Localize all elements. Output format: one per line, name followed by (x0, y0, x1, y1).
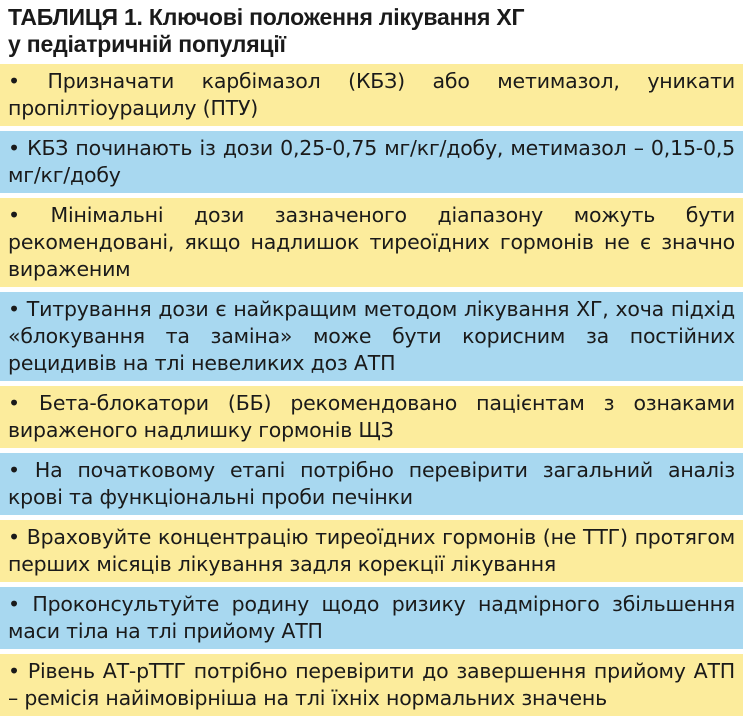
table-title (0, 0, 743, 64)
table-row (0, 292, 743, 381)
row-text: Бета-блокатори (ББ) рекомендовано пацієнтам з ознаками вираженого надлишку гормонів ЩЗ (8, 391, 735, 442)
row-text: КБЗ починають із дози 0,25-0,75 мг/кг/добу, метимазол – 0,15-0,5 мг/кг/добу (8, 136, 735, 187)
bullet-marker: • (8, 525, 20, 549)
bullet-marker: • (8, 592, 20, 616)
bullet-marker: • (8, 297, 20, 321)
bullet-marker: • (8, 136, 20, 160)
row-text: Призначати карбімазол (КБЗ) або метимазол, уникати пропілтіоурацилу (ПТУ) (8, 69, 735, 120)
table-row (0, 654, 743, 716)
bullet-marker: • (8, 458, 20, 482)
table-row (0, 386, 743, 448)
row-text: Враховуйте концентрацію тиреоїдних гормонів (не ТТГ) протягом перших місяців лікування задля корекції лікування (8, 525, 735, 576)
table-row (0, 64, 743, 126)
row-text: Мінімальні дози зазначеного діапазону можуть бути рекомендовані, якщо надлишок тиреоїдних гормонів не є значно вираженим (8, 203, 735, 281)
table-title-line-2: у педіатричній популяції (8, 31, 286, 57)
table-row (0, 453, 743, 515)
table-row (0, 587, 743, 649)
bullet-marker: • (8, 659, 20, 683)
table-rows (0, 64, 743, 716)
table-row (0, 520, 743, 582)
bullet-marker: • (8, 391, 20, 415)
row-text: Рівень АТ-рТТГ потрібно перевірити до завершення прийому АТП – ремісія найімовірніша на тлі їхніх нормальних значень (8, 659, 735, 710)
table-row (0, 131, 743, 193)
row-text: На початковому етапі потрібно перевірити загальний аналіз крові та функціональні проби печінки (8, 458, 735, 509)
row-text: Титрування дози є найкращим методом лікування ХГ, хоча підхід «блокування та заміна» може бути корисним за постійних рецидивів на тлі невеликих доз АТП (8, 297, 735, 375)
row-text: Проконсультуйте родину щодо ризику надмірного збільшення маси тіла на тлі прийому АТП (8, 592, 735, 643)
table-row (0, 198, 743, 287)
bullet-marker: • (8, 69, 20, 93)
table-title-line-1: ТАБЛИЦЯ 1. Ключові положення лікування ХГ (8, 4, 525, 30)
bullet-marker: • (8, 203, 20, 227)
